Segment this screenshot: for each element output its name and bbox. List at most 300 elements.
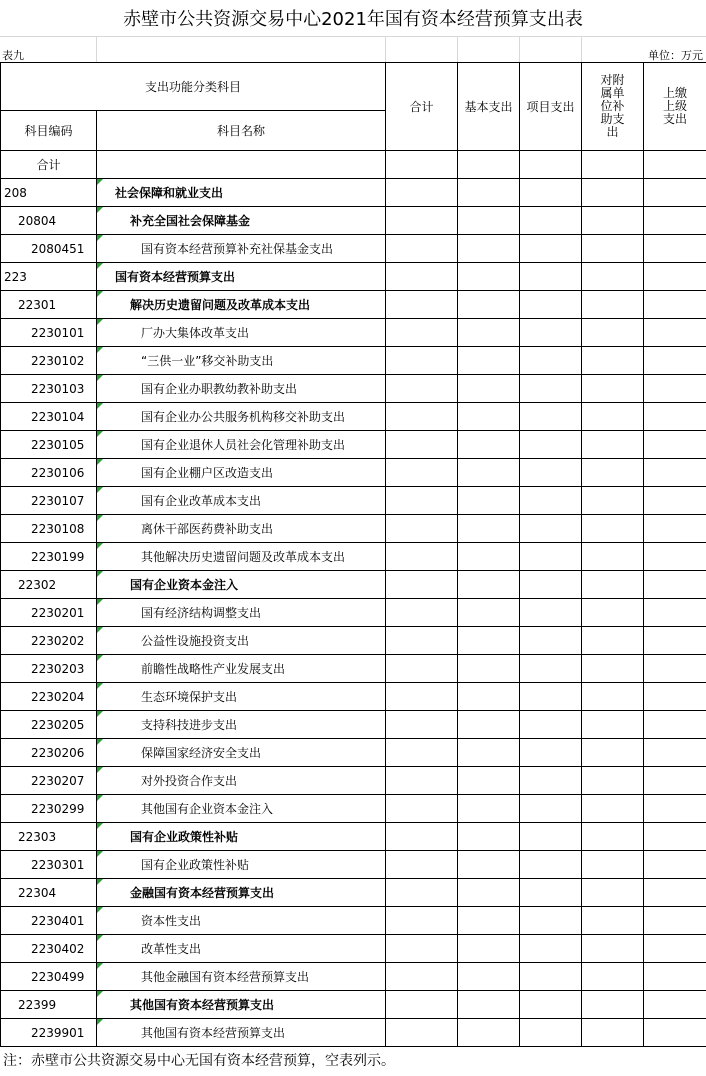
table-row	[1, 515, 706, 543]
subject-name-cell	[97, 235, 386, 263]
project-value-cell	[520, 1019, 582, 1047]
total-value-cell	[386, 207, 458, 235]
project-value-cell	[520, 263, 582, 291]
subject-code: 22303	[1, 823, 97, 851]
upper-value-cell	[644, 963, 706, 991]
table-row	[1, 935, 706, 963]
subject-name: 保障国家经济安全支出	[141, 746, 262, 760]
subject-name: 国有企业办公共服务机构移交补助支出	[141, 410, 346, 424]
subsidy-value-cell	[582, 543, 644, 571]
gridline	[581, 36, 582, 62]
basic-value-cell	[458, 767, 520, 795]
total-value-cell	[386, 683, 458, 711]
subject-name-cell	[97, 179, 386, 207]
total-value-cell	[386, 431, 458, 459]
table-row	[1, 571, 706, 599]
subject-code: 2230204	[1, 683, 97, 711]
basic-value-cell	[458, 963, 520, 991]
project-value-cell	[520, 683, 582, 711]
subject-name: 改革性支出	[141, 942, 202, 956]
upper-value-cell	[644, 767, 706, 795]
subject-name: 其他解决历史遗留问题及改革成本支出	[141, 550, 346, 564]
upper-value-cell	[644, 935, 706, 963]
subject-name-cell	[97, 627, 386, 655]
table-row	[1, 431, 706, 459]
project-value-cell	[520, 375, 582, 403]
subject-code: 22304	[1, 879, 97, 907]
table-row	[1, 655, 706, 683]
subject-code: 2230102	[1, 347, 97, 375]
upper-value-cell	[644, 515, 706, 543]
total-value-cell	[386, 767, 458, 795]
basic-value-cell	[458, 1019, 520, 1047]
project-value-cell	[520, 739, 582, 767]
subject-name: 公益性设施投资支出	[141, 634, 250, 648]
table-row	[1, 487, 706, 515]
subject-name-cell	[97, 795, 386, 823]
subject-name: 国有企业资本金注入	[130, 578, 239, 592]
total-value-cell	[386, 795, 458, 823]
total-value-cell	[386, 991, 458, 1019]
subject-name: 金融国有资本经营预算支出	[130, 886, 275, 900]
page-title: 赤壁市公共资源交易中心2021年国有资本经营预算支出表	[0, 0, 706, 37]
project-value-cell	[520, 347, 582, 375]
basic-value-cell	[458, 207, 520, 235]
total-value-cell	[386, 879, 458, 907]
subject-code: 2230106	[1, 459, 97, 487]
basic-value-cell	[458, 739, 520, 767]
subject-code: 2239901	[1, 1019, 97, 1047]
upper-value-cell	[644, 1019, 706, 1047]
total-value-cell	[386, 1019, 458, 1047]
cell-marker-icon	[97, 459, 103, 465]
total-value-cell	[386, 403, 458, 431]
cell-marker-icon	[97, 711, 103, 717]
subject-name: 其他国有资本经营预算支出	[141, 1026, 286, 1040]
subject-code: 22399	[1, 991, 97, 1019]
subject-name-cell	[97, 543, 386, 571]
basic-value-cell	[458, 823, 520, 851]
total-value-cell	[386, 935, 458, 963]
cell-marker-icon	[97, 739, 103, 745]
subject-name-cell	[97, 431, 386, 459]
total-value-cell	[386, 151, 458, 179]
project-value-cell	[520, 795, 582, 823]
table-row	[1, 179, 706, 207]
upper-value-cell	[644, 347, 706, 375]
project-value-cell	[520, 599, 582, 627]
cell-marker-icon	[97, 879, 103, 885]
gridline	[96, 36, 97, 62]
cell-marker-icon	[97, 515, 103, 521]
upper-value-cell	[644, 627, 706, 655]
subject-code: 2230205	[1, 711, 97, 739]
subject-code: 2230104	[1, 403, 97, 431]
subsidy-value-cell	[582, 459, 644, 487]
basic-value-cell	[458, 543, 520, 571]
subject-name: 支持科技进步支出	[141, 718, 238, 732]
cell-marker-icon	[97, 683, 103, 689]
basic-value-cell	[458, 319, 520, 347]
subject-name-cell	[97, 599, 386, 627]
table-row	[1, 207, 706, 235]
upper-value-cell	[644, 795, 706, 823]
project-value-cell	[520, 543, 582, 571]
subject-code: 2230402	[1, 935, 97, 963]
upper-value-cell	[644, 207, 706, 235]
subsidy-value-cell	[582, 991, 644, 1019]
total-value-cell	[386, 319, 458, 347]
subject-name: 社会保障和就业支出	[115, 186, 224, 200]
subsidy-value-cell	[582, 907, 644, 935]
total-name-cell	[97, 151, 386, 179]
upper-value-cell	[644, 739, 706, 767]
table-row	[1, 347, 706, 375]
project-value-cell	[520, 851, 582, 879]
project-value-cell	[520, 459, 582, 487]
total-value-cell	[386, 347, 458, 375]
subject-code: 22302	[1, 571, 97, 599]
basic-value-cell	[458, 683, 520, 711]
basic-value-cell	[458, 851, 520, 879]
subheader-row	[0, 36, 706, 62]
subject-code: 208	[1, 179, 97, 207]
total-project-cell	[520, 151, 582, 179]
cell-marker-icon	[97, 571, 103, 577]
subject-code: 2230207	[1, 767, 97, 795]
subject-name-cell	[97, 739, 386, 767]
table-row	[1, 235, 706, 263]
subject-code: 2080451	[1, 235, 97, 263]
subject-name-cell	[97, 767, 386, 795]
total-basic-cell	[458, 151, 520, 179]
upper-value-cell	[644, 711, 706, 739]
subject-code: 2230299	[1, 795, 97, 823]
project-value-cell	[520, 487, 582, 515]
subject-code: 2230206	[1, 739, 97, 767]
project-value-cell	[520, 963, 582, 991]
table-row	[1, 739, 706, 767]
upper-value-cell	[644, 319, 706, 347]
subject-name-cell	[97, 375, 386, 403]
subsidy-value-cell	[582, 347, 644, 375]
total-value-cell	[386, 263, 458, 291]
table-row	[1, 319, 706, 347]
subject-name-cell	[97, 207, 386, 235]
table-row	[1, 907, 706, 935]
subject-name: 国有企业改革成本支出	[141, 494, 262, 508]
subsidy-value-cell	[582, 711, 644, 739]
cell-marker-icon	[97, 767, 103, 773]
subsidy-value-cell	[582, 291, 644, 319]
subject-name-cell	[97, 711, 386, 739]
total-value-cell	[386, 711, 458, 739]
subject-name-cell	[97, 991, 386, 1019]
basic-value-cell	[458, 935, 520, 963]
cell-marker-icon	[97, 627, 103, 633]
total-value-cell	[386, 375, 458, 403]
unit-label: 单位：万元	[648, 49, 703, 62]
project-value-cell	[520, 627, 582, 655]
subject-name: 生态环境保护支出	[141, 690, 238, 704]
total-value-cell	[386, 627, 458, 655]
header-basic: 基本支出	[458, 63, 520, 151]
upper-value-cell	[644, 571, 706, 599]
table-row	[1, 767, 706, 795]
project-value-cell	[520, 823, 582, 851]
cell-marker-icon	[97, 319, 103, 325]
subsidy-value-cell	[582, 487, 644, 515]
total-label: 合计	[1, 151, 97, 179]
subject-name: 厂办大集体改革支出	[141, 326, 250, 340]
table-row	[1, 291, 706, 319]
gridline	[457, 36, 458, 62]
subject-name: 国有企业退休人员社会化管理补助支出	[141, 438, 346, 452]
table-row	[1, 991, 706, 1019]
table-row	[1, 459, 706, 487]
subject-name: 资本性支出	[141, 914, 202, 928]
cell-marker-icon	[97, 991, 103, 997]
cell-marker-icon	[97, 207, 103, 213]
project-value-cell	[520, 907, 582, 935]
subsidy-value-cell	[582, 1019, 644, 1047]
table-row	[1, 1019, 706, 1047]
cell-marker-icon	[97, 179, 103, 185]
upper-value-cell	[644, 907, 706, 935]
budget-table	[0, 62, 706, 1047]
project-value-cell	[520, 431, 582, 459]
cell-marker-icon	[97, 655, 103, 661]
basic-value-cell	[458, 991, 520, 1019]
basic-value-cell	[458, 179, 520, 207]
subject-name: 解决历史遗留问题及改革成本支出	[130, 298, 311, 312]
basic-value-cell	[458, 347, 520, 375]
upper-value-cell	[644, 375, 706, 403]
basic-value-cell	[458, 515, 520, 543]
project-value-cell	[520, 767, 582, 795]
basic-value-cell	[458, 235, 520, 263]
subject-name-cell	[97, 851, 386, 879]
project-value-cell	[520, 571, 582, 599]
total-value-cell	[386, 907, 458, 935]
subject-name-cell	[97, 655, 386, 683]
subsidy-value-cell	[582, 179, 644, 207]
basic-value-cell	[458, 403, 520, 431]
subject-name: 其他国有企业资本金注入	[141, 802, 274, 816]
table-row	[1, 627, 706, 655]
total-value-cell	[386, 823, 458, 851]
project-value-cell	[520, 991, 582, 1019]
basic-value-cell	[458, 907, 520, 935]
header-name: 科目名称	[97, 111, 386, 151]
subsidy-value-cell	[582, 963, 644, 991]
subject-code: 2230203	[1, 655, 97, 683]
subject-name-cell	[97, 907, 386, 935]
total-value-cell	[386, 963, 458, 991]
subsidy-value-cell	[582, 319, 644, 347]
header-project: 项目支出	[520, 63, 582, 151]
upper-value-cell	[644, 543, 706, 571]
total-value-cell	[386, 459, 458, 487]
upper-value-cell	[644, 179, 706, 207]
total-value-cell	[386, 851, 458, 879]
cell-marker-icon	[97, 935, 103, 941]
footnote: 注：赤壁市公共资源交易中心无国有资本经营预算，空表列示。	[3, 1053, 395, 1069]
basic-value-cell	[458, 711, 520, 739]
total-subsidy-cell	[582, 151, 644, 179]
project-value-cell	[520, 403, 582, 431]
upper-value-cell	[644, 655, 706, 683]
subject-name: 国有资本经营预算补充社保基金支出	[141, 242, 334, 256]
subject-name: 其他国有资本经营预算支出	[130, 998, 275, 1012]
project-value-cell	[520, 291, 582, 319]
subject-name-cell	[97, 571, 386, 599]
total-value-cell	[386, 599, 458, 627]
table-row	[1, 683, 706, 711]
cell-marker-icon	[97, 235, 103, 241]
subsidy-value-cell	[582, 599, 644, 627]
subject-name-cell	[97, 683, 386, 711]
subsidy-value-cell	[582, 235, 644, 263]
subsidy-value-cell	[582, 263, 644, 291]
cell-marker-icon	[97, 487, 103, 493]
upper-value-cell	[644, 683, 706, 711]
upper-value-cell	[644, 431, 706, 459]
subject-name-cell	[97, 403, 386, 431]
subject-name: 离休干部医药费补助支出	[141, 522, 274, 536]
basic-value-cell	[458, 431, 520, 459]
subject-code: 2230499	[1, 963, 97, 991]
total-value-cell	[386, 487, 458, 515]
table-row	[1, 375, 706, 403]
subsidy-value-cell	[582, 515, 644, 543]
total-value-cell	[386, 571, 458, 599]
project-value-cell	[520, 319, 582, 347]
cell-marker-icon	[97, 907, 103, 913]
subject-name-cell	[97, 347, 386, 375]
table-row	[1, 263, 706, 291]
subject-code: 2230401	[1, 907, 97, 935]
total-value-cell	[386, 543, 458, 571]
subject-code: 2230201	[1, 599, 97, 627]
subject-name: 补充全国社会保障基金	[130, 214, 251, 228]
basic-value-cell	[458, 599, 520, 627]
total-value-cell	[386, 291, 458, 319]
subject-code: 2230107	[1, 487, 97, 515]
table-row	[1, 879, 706, 907]
cell-marker-icon	[97, 963, 103, 969]
subject-code: 20804	[1, 207, 97, 235]
total-value-cell	[386, 515, 458, 543]
basic-value-cell	[458, 291, 520, 319]
subject-code: 22301	[1, 291, 97, 319]
basic-value-cell	[458, 655, 520, 683]
gridline	[385, 36, 386, 62]
subsidy-value-cell	[582, 851, 644, 879]
project-value-cell	[520, 655, 582, 683]
upper-value-cell	[644, 263, 706, 291]
subject-name: 其他金融国有资本经营预算支出	[141, 970, 310, 984]
upper-value-cell	[644, 459, 706, 487]
subsidy-value-cell	[582, 879, 644, 907]
subject-code: 2230301	[1, 851, 97, 879]
subject-name: “三供一业”移交补助支出	[141, 354, 274, 368]
total-upper-cell	[644, 151, 706, 179]
table-number: 表九	[2, 49, 24, 62]
subject-name: 对外投资合作支出	[141, 774, 238, 788]
upper-value-cell	[644, 991, 706, 1019]
total-value-cell	[386, 179, 458, 207]
subject-code: 2230108	[1, 515, 97, 543]
subsidy-value-cell	[582, 935, 644, 963]
subject-name-cell	[97, 459, 386, 487]
upper-value-cell	[644, 235, 706, 263]
basic-value-cell	[458, 627, 520, 655]
upper-value-cell	[644, 823, 706, 851]
subject-name: 国有资本经营预算支出	[115, 270, 236, 284]
subject-name: 国有经济结构调整支出	[141, 606, 262, 620]
table-row	[1, 403, 706, 431]
subsidy-value-cell	[582, 739, 644, 767]
project-value-cell	[520, 179, 582, 207]
basic-value-cell	[458, 879, 520, 907]
subject-name: 国有企业棚户区改造支出	[141, 466, 274, 480]
subsidy-value-cell	[582, 683, 644, 711]
table-row	[1, 795, 706, 823]
basic-value-cell	[458, 459, 520, 487]
table-row	[1, 963, 706, 991]
cell-marker-icon	[97, 403, 103, 409]
subject-code: 2230101	[1, 319, 97, 347]
subsidy-value-cell	[582, 767, 644, 795]
cell-marker-icon	[97, 823, 103, 829]
total-value-cell	[386, 655, 458, 683]
subject-name-cell	[97, 823, 386, 851]
cell-marker-icon	[97, 431, 103, 437]
basic-value-cell	[458, 263, 520, 291]
subject-name-cell	[97, 487, 386, 515]
subject-name-cell	[97, 879, 386, 907]
header-category: 支出功能分类科目	[1, 63, 386, 111]
subject-name-cell	[97, 515, 386, 543]
upper-value-cell	[644, 851, 706, 879]
subject-code: 2230199	[1, 543, 97, 571]
cell-marker-icon	[97, 263, 103, 269]
project-value-cell	[520, 207, 582, 235]
basic-value-cell	[458, 375, 520, 403]
subject-name-cell	[97, 935, 386, 963]
project-value-cell	[520, 879, 582, 907]
subject-name: 前瞻性战略性产业发展支出	[141, 662, 286, 676]
subject-name-cell	[97, 319, 386, 347]
subject-name-cell	[97, 263, 386, 291]
cell-marker-icon	[97, 599, 103, 605]
cell-marker-icon	[97, 851, 103, 857]
header-subsidy: 对附属单位补助支出	[582, 63, 644, 151]
subject-name: 国有企业政策性补贴	[130, 830, 239, 844]
subsidy-value-cell	[582, 627, 644, 655]
header-upper: 上缴上级支出	[644, 63, 706, 151]
table-row	[1, 823, 706, 851]
subject-code: 2230202	[1, 627, 97, 655]
subsidy-value-cell	[582, 431, 644, 459]
subject-name-cell	[97, 1019, 386, 1047]
total-row	[1, 151, 706, 179]
project-value-cell	[520, 935, 582, 963]
subsidy-value-cell	[582, 655, 644, 683]
upper-value-cell	[644, 487, 706, 515]
project-value-cell	[520, 711, 582, 739]
